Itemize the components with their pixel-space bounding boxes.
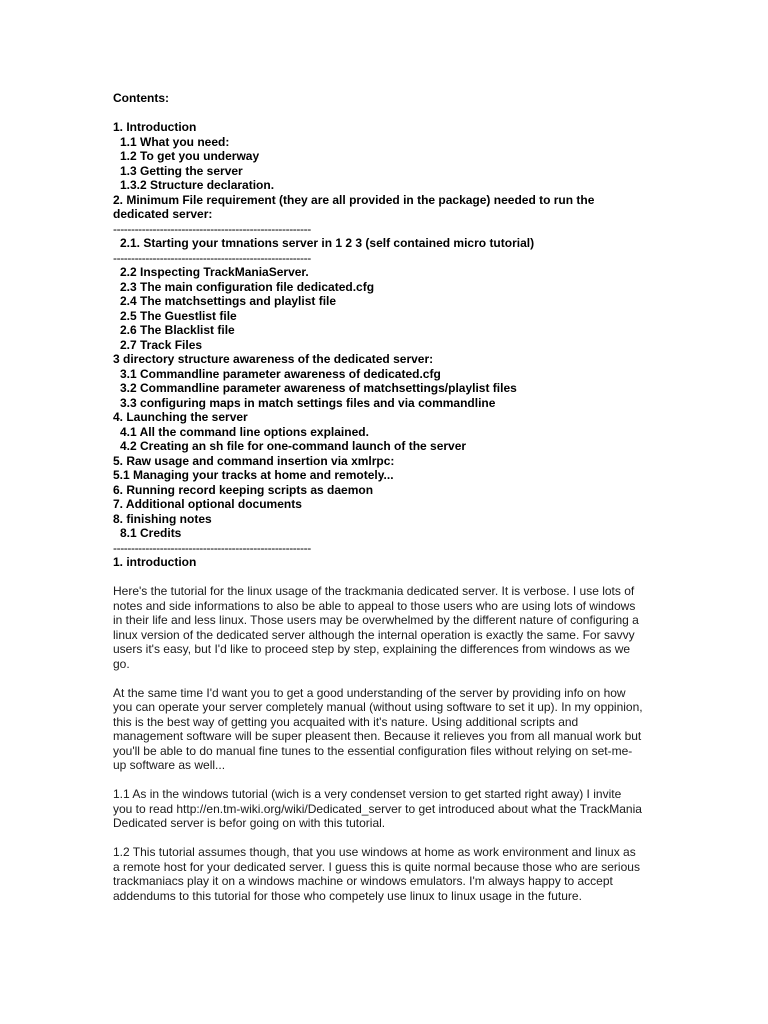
- toc-item: 1.1 What you need:: [120, 134, 230, 149]
- toc-item: 8. finishing notes: [113, 511, 212, 526]
- toc-item: 2.6 The Blacklist file: [120, 323, 235, 337]
- toc-item: 4. Launching the server: [113, 410, 248, 424]
- toc-item: 8.1 Credits: [120, 526, 182, 540]
- separator-line: -------------------------------------------------------: [113, 221, 311, 236]
- toc-item: 1.3.2 Structure declaration.: [120, 178, 275, 192]
- toc-item: 3.3 configuring maps in match settings files and via commandline: [120, 395, 496, 410]
- paragraph: 1.2 This tutorial assumes though, that you use windows at home as work environment and linux as a remote host for your dedicated server. I guess this is quite normal because those who are serious trackmaniacs play it on a windows machine or windows emulators. I'm always happy to accept addendums to this tutorial for those who competely use linux to linux usage in the future.: [113, 845, 640, 903]
- separator-line: -------------------------------------------------------: [113, 250, 311, 265]
- toc-item: 3 directory structure awareness of the dedicated server:: [113, 352, 434, 366]
- paragraph: 1.1 As in the windows tutorial (wich is a very condenset version to get started right away) I invite you to read http://en.tm-wiki.org/wiki/Dedicated_server to get introduced about what the TrackMania Dedicated server is befor going on with this tutorial.: [113, 787, 642, 830]
- toc-item: 2.3 The main configuration file dedicated.cfg: [120, 279, 375, 294]
- toc-item: 5.1 Managing your tracks at home and remotely...: [113, 468, 394, 482]
- toc-item: 5. Raw usage and command insertion via xmlrpc:: [113, 453, 395, 468]
- toc-item: 1.2 To get you underway: [120, 149, 260, 163]
- contents-heading: Contents:: [113, 91, 169, 105]
- toc-item-tutorial: 2.1. Starting your tmnations server in 1 2 3 (self contained micro tutorial): [120, 236, 535, 250]
- separator-line: -------------------------------------------------------: [113, 540, 311, 555]
- toc-item: 2. Minimum File requirement (they are all provided in the package) needed to run the dedicated server:: [113, 192, 595, 221]
- toc-item: 2.2 Inspecting TrackManiaServer.: [120, 265, 309, 279]
- toc-item: 4.1 All the command line options explained.: [120, 424, 369, 439]
- toc-item: 7. Additional optional documents: [113, 497, 302, 511]
- toc-item: 2.7 Track Files: [120, 337, 203, 352]
- toc-item: 1.3 Getting the server: [120, 163, 243, 178]
- toc-item: 2.4 The matchsettings and playlist file: [120, 294, 337, 308]
- toc-item: 6. Running record keeping scripts as daemon: [113, 482, 374, 497]
- toc-item: 1. Introduction: [113, 120, 197, 134]
- section-title: 1. introduction: [113, 555, 197, 569]
- paragraph: At the same time I'd want you to get a good understanding of the server by providing info on how you can operate your server completely manual (without using software to set it up). In my oppinion, this is the best way of getting you acquaited with it's nature. Using additional scripts and management software will be super pleasent then. Because it relieves you from all manual work but you'll be able to do manual fine tunes to the essential configuration files without relying on set-me-up software as well...: [113, 685, 643, 772]
- table-of-contents: [113, 120, 643, 555]
- toc-item: 4.2 Creating an sh file for one-command launch of the server: [120, 439, 467, 453]
- toc-item: 3.2 Commandline parameter awareness of matchsettings/playlist files: [120, 381, 517, 395]
- toc-item: 3.1 Commandline parameter awareness of dedicated.cfg: [120, 366, 441, 381]
- toc-item: 2.5 The Guestlist file: [120, 308, 237, 323]
- document-body: [113, 91, 643, 903]
- paragraph: Here's the tutorial for the linux usage of the trackmania dedicated server. It is verbose. I use lots of notes and side informations to also be able to appeal to those users who are using lots of windows in their life and less linux. Those users may be overwhelmed by the different nature of configuring a linux version of the dedicated server although the internal operation is exactly the same. For savvy users it's easy, but I'd like to proceed step by step, explaining the differences from windows as we go.: [113, 584, 639, 671]
